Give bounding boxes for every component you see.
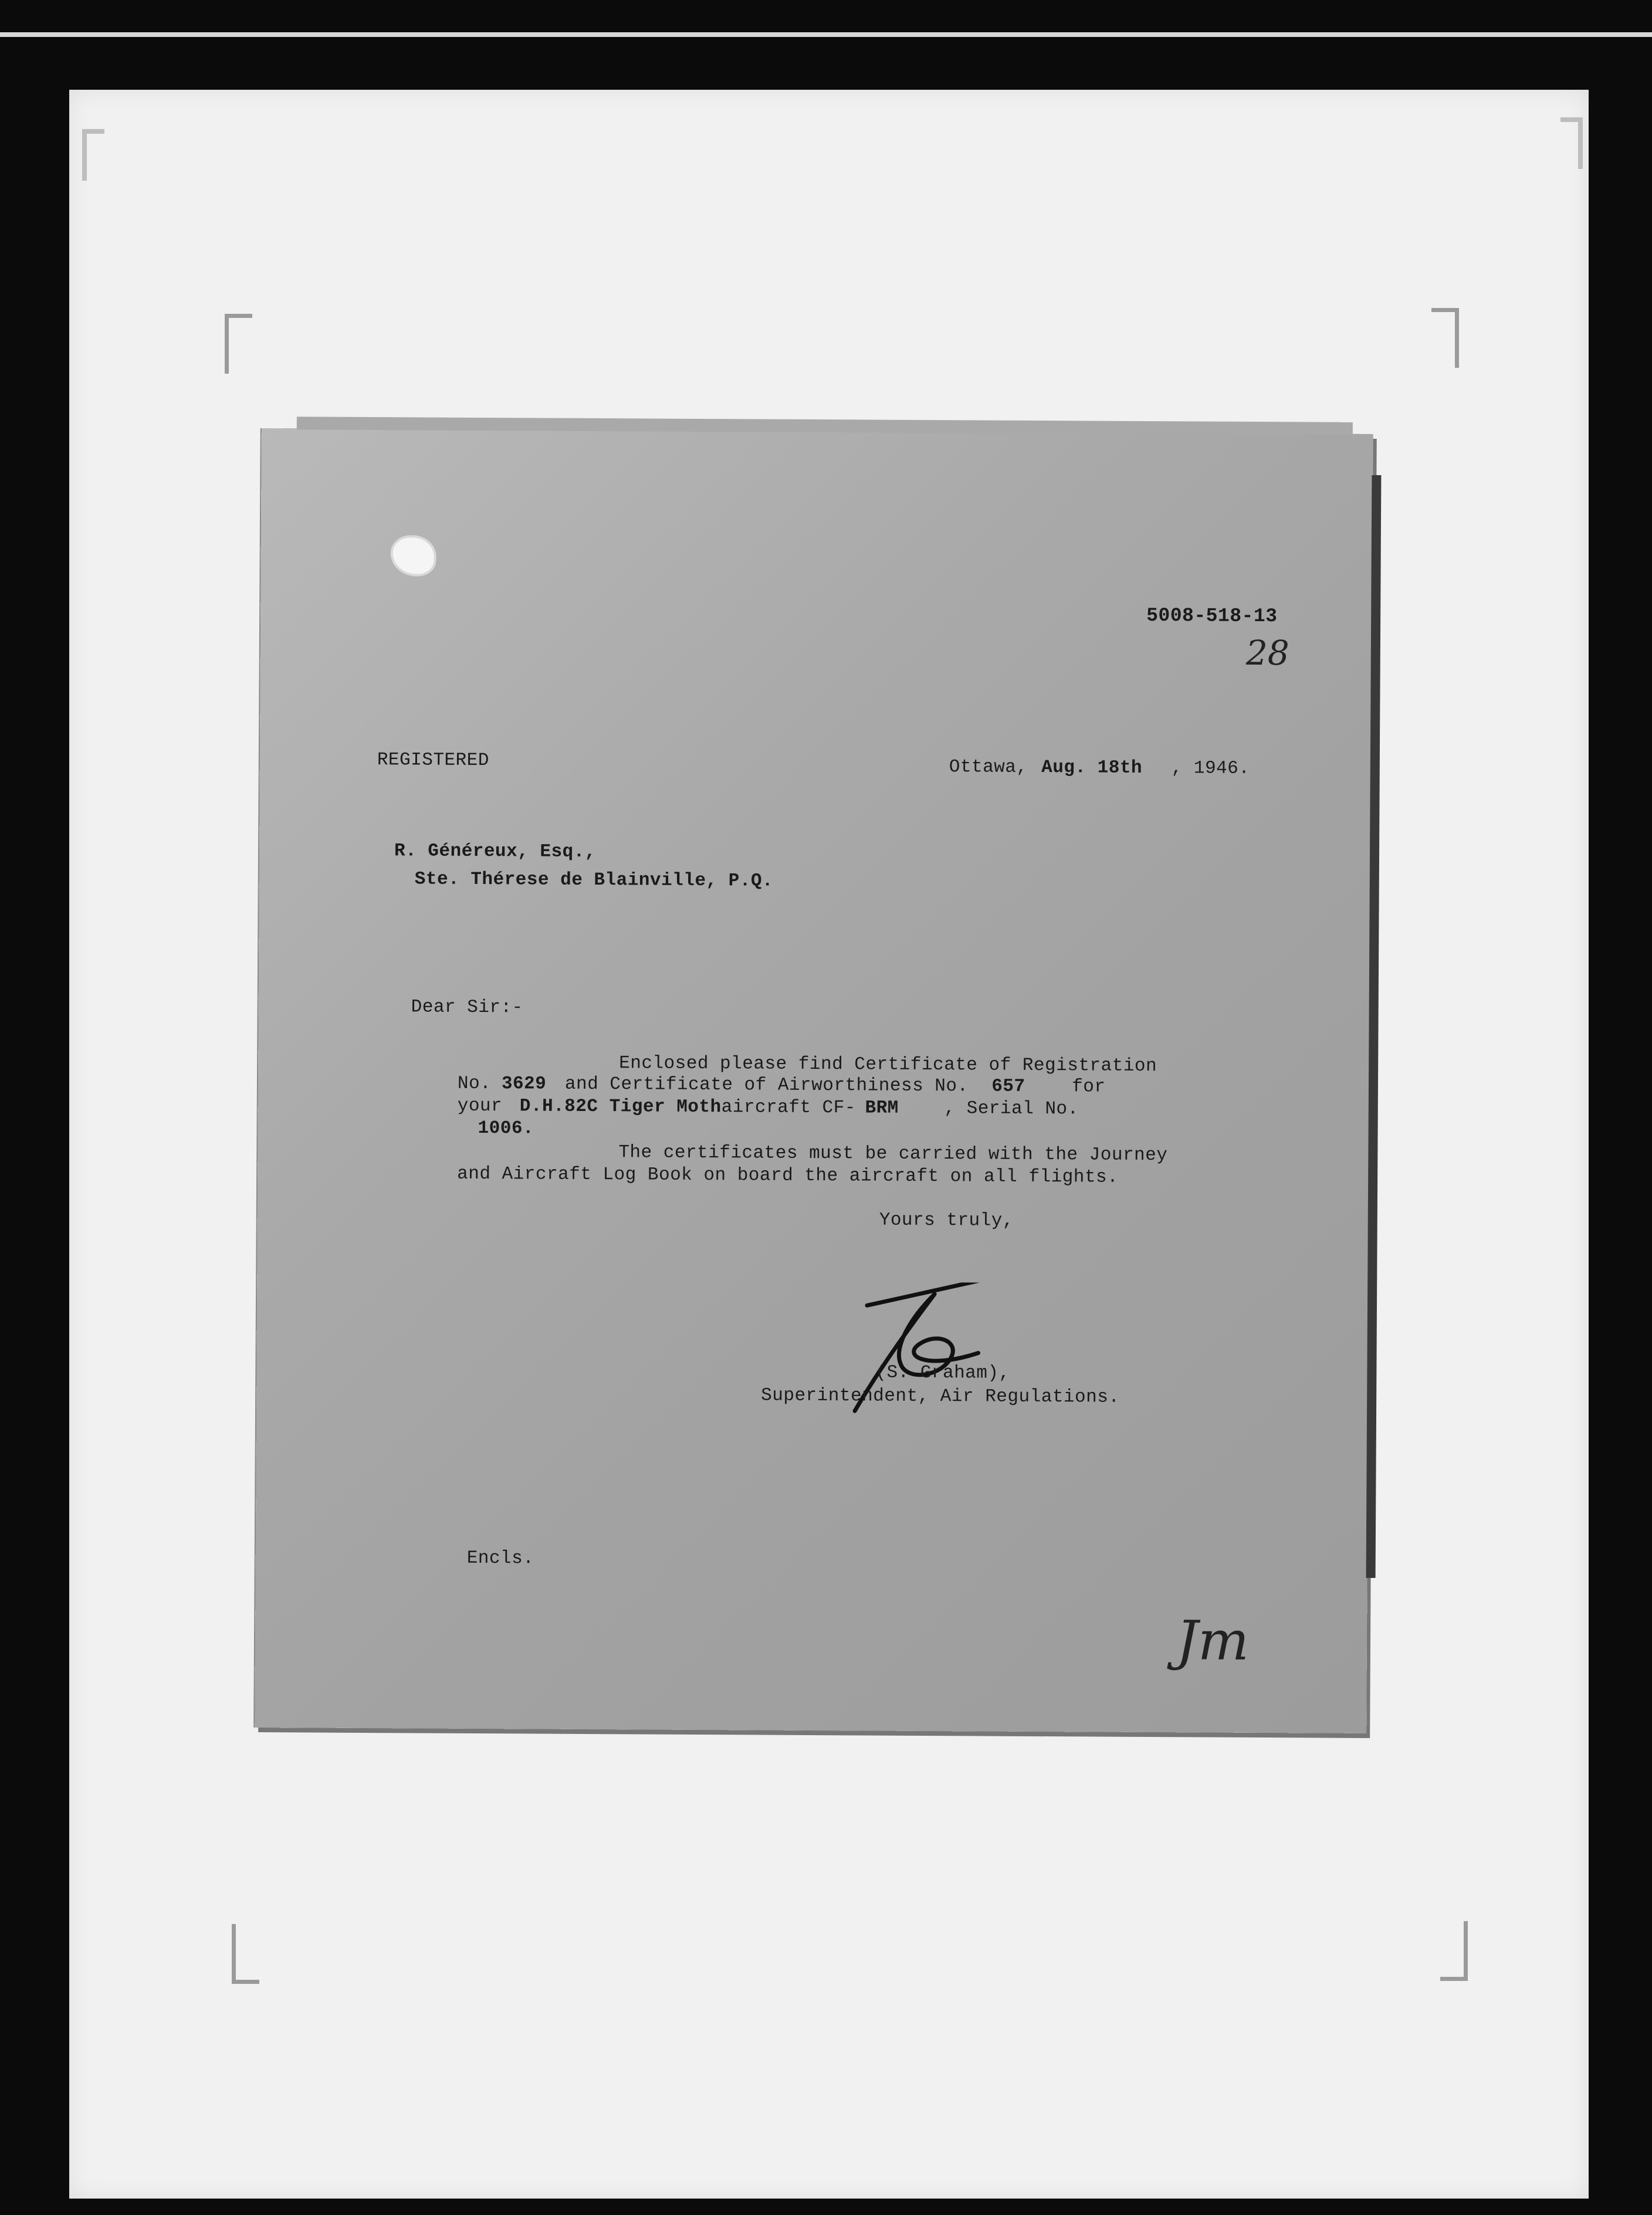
body-line: and Aircraft Log Book on board the aircraft on all flights. [457,1163,1119,1188]
date-line [949,756,1250,781]
recipient-name: R. Généreux, Esq., [394,841,596,863]
salutation: Dear Sir:- [411,997,523,1018]
file-number: 5008-518-13 [1146,604,1278,628]
letter-page [255,428,1373,1733]
crop-mark [1560,117,1583,169]
body-line: your D.H.82C Tiger Mothaircraft CF- BRM , Serial No. [457,1095,1079,1120]
body-line: Enclosed please find Certificate of Registration [619,1053,1157,1077]
initials-mark: Jm [1176,1609,1250,1672]
date: Aug. 18th [1041,757,1143,778]
recipient-address: Ste. Thérese de Blainville, P.Q. [414,869,774,892]
serial-number: 1006. [478,1118,534,1139]
crop-mark [232,1924,259,1984]
year: , 1946. [1171,758,1250,779]
punch-hole [393,537,434,574]
film-edge [0,32,1652,37]
crop-mark [225,314,252,374]
enclosure: Encls. [466,1547,534,1569]
crop-mark [1440,1921,1468,1981]
closing: Yours truly, [879,1210,1014,1231]
aircraft-type: D.H.82C Tiger Moth [519,1096,722,1118]
body-line: The certificates must be carried with the Journey [618,1142,1168,1166]
body-line: No. 3629 and Certificate of Airworthiness No. 657 for [457,1073,1106,1098]
crop-mark [1431,308,1459,368]
crop-mark [82,129,104,181]
place: Ottawa, [949,757,1028,778]
airworthiness-number: 657 [991,1076,1025,1097]
signer-name: (S. Graham), [875,1362,1010,1384]
signer-title: Superintendent, Air Regulations. [761,1385,1120,1408]
page-mark: 28 [1245,632,1289,673]
registered-label: REGISTERED [377,750,489,771]
registration-mark: BRM [865,1098,899,1119]
registration-number: 3629 [501,1073,547,1095]
